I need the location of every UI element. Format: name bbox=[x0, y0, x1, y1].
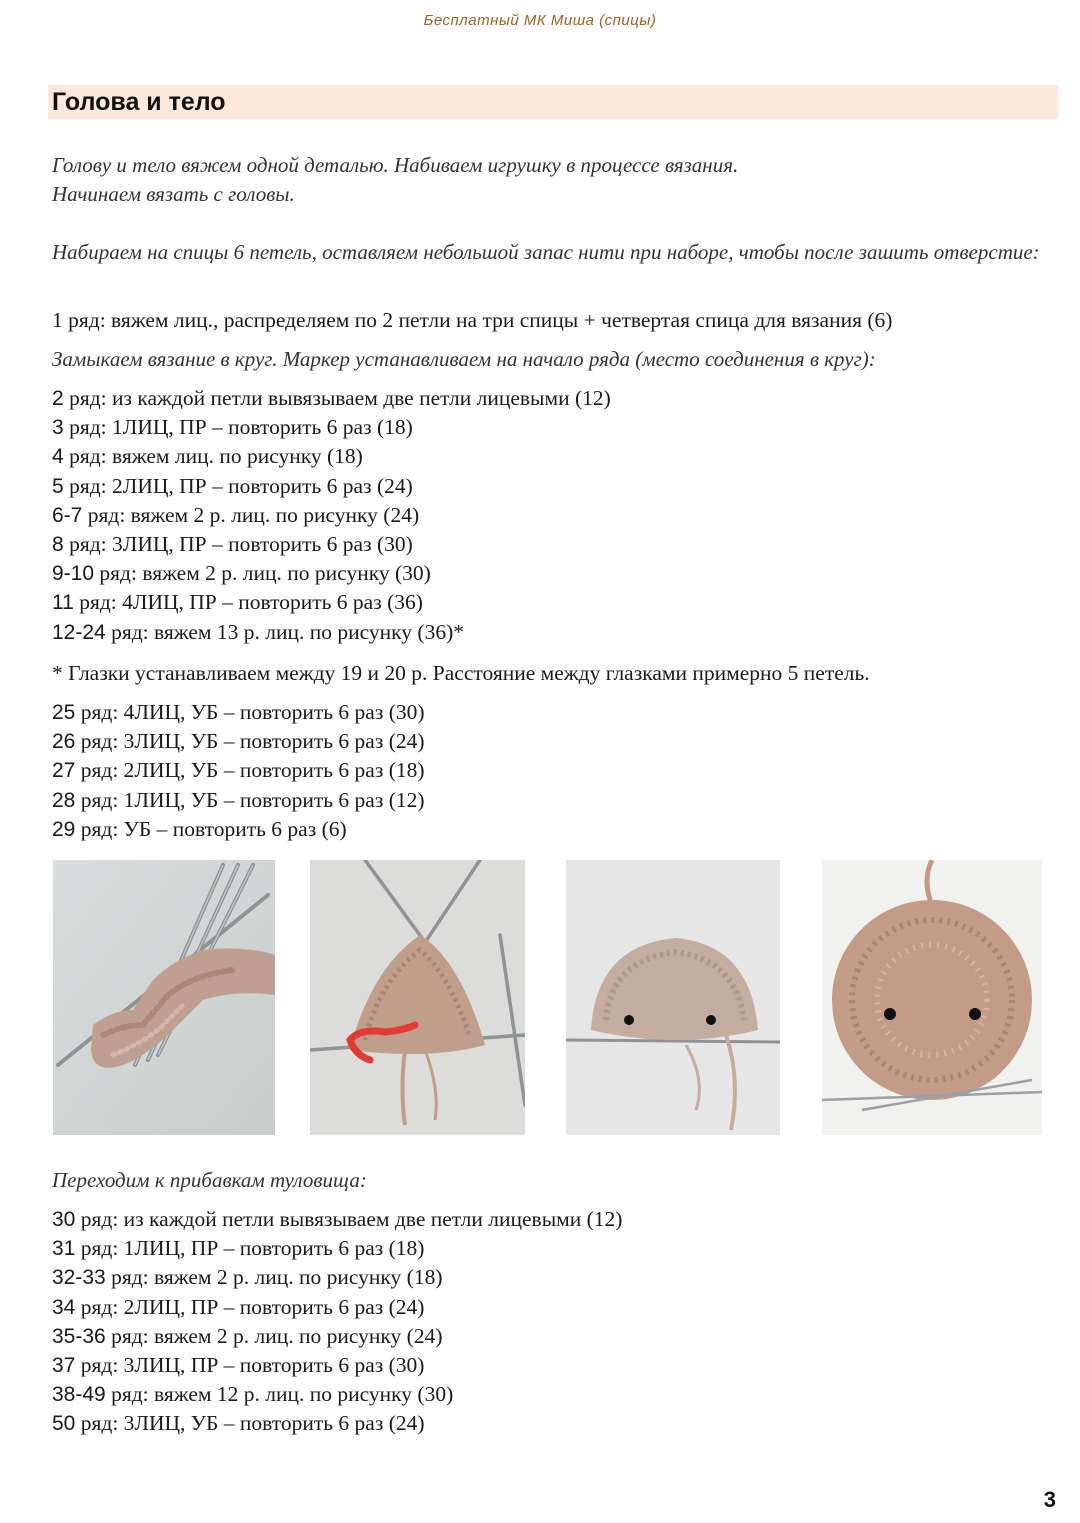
body-increase-title: Переходим к прибавкам туловища: bbox=[52, 1168, 367, 1192]
row-instruction: 11 ряд: 4ЛИЦ, ПР – повторить 6 раз (36) bbox=[52, 590, 423, 615]
intro-text bbox=[52, 151, 1054, 209]
photo-cast-on-needles bbox=[53, 860, 275, 1135]
row-instruction: 26 ряд: 3ЛИЦ, УБ – повторить 6 раз (24) bbox=[52, 729, 425, 754]
row-instruction: 4 ряд: вяжем лиц. по рисунку (18) bbox=[52, 444, 363, 469]
row-1-instruction: 1 ряд: вяжем лиц., распределяем по 2 петли на три спицы + четвертая спица для вязания (6) bbox=[52, 308, 893, 332]
cast-on-text: Набираем на спицы 6 петель, оставляем небольшой запас нити при наборе, чтобы после зашить отверстие: bbox=[52, 240, 1040, 264]
row-instruction: 9-10 ряд: вяжем 2 р. лиц. по рисунку (30) bbox=[52, 561, 431, 586]
row-instruction: 6-7 ряд: вяжем 2 р. лиц. по рисунку (24) bbox=[52, 502, 420, 527]
row-instruction: 2 ряд: из каждой петли вывязываем две петли лицевыми (12) bbox=[52, 386, 611, 410]
photo-head-with-eyes bbox=[566, 860, 780, 1135]
row-instruction: 8 ряд: 3ЛИЦ, ПР – повторить 6 раз (30) bbox=[52, 531, 413, 556]
page-number: 3 bbox=[1043, 1487, 1056, 1512]
row-instruction: 3 ряд: 1ЛИЦ, ПР – повторить 6 раз (18) bbox=[52, 415, 413, 440]
row-instruction: 34 ряд: 2ЛИЦ, ПР – повторить 6 раз (24) bbox=[52, 1294, 425, 1319]
photo-knitted-cone-with-marker bbox=[310, 860, 525, 1135]
section-title: Голова и тело bbox=[48, 85, 1058, 119]
row-instruction: 27 ряд: 2ЛИЦ, УБ – повторить 6 раз (18) bbox=[52, 758, 425, 783]
row-instruction: 28 ряд: 1ЛИЦ, УБ – повторить 6 раз (12) bbox=[52, 787, 425, 812]
intro-line-1: Голову и тело вяжем одной деталью. Набиваем игрушку в процессе вязания. bbox=[52, 153, 739, 177]
head-rows-list bbox=[52, 384, 611, 647]
row-instruction: 50 ряд: 3ЛИЦ, УБ – повторить 6 раз (24) bbox=[52, 1411, 425, 1436]
row-instruction: 35-36 ряд: вяжем 2 р. лиц. по рисунку (24) bbox=[52, 1323, 443, 1348]
close-round-text: Замыкаем вязание в круг. Маркер устанавливаем на начало ряда (место соединения в круг): bbox=[52, 347, 876, 371]
row-instruction: 37 ряд: 3ЛИЦ, ПР – повторить 6 раз (30) bbox=[52, 1352, 425, 1377]
body-rows-list bbox=[52, 1205, 622, 1439]
photo-head-closed bbox=[822, 860, 1042, 1135]
decrease-rows-list bbox=[52, 698, 425, 844]
row-instruction: 38-49 ряд: вяжем 12 р. лиц. по рисунку (30) bbox=[52, 1382, 454, 1407]
intro-line-2: Начинаем вязать с головы. bbox=[52, 182, 295, 206]
page-header: Бесплатный МК Миша (спицы) bbox=[423, 12, 657, 29]
row-instruction: 30 ряд: из каждой петли вывязываем две петли лицевыми (12) bbox=[52, 1207, 623, 1231]
row-instruction: 31 ряд: 1ЛИЦ, ПР – повторить 6 раз (18) bbox=[52, 1236, 425, 1261]
eyes-note: * Глазки устанавливаем между 19 и 20 р. Расстояние между глазками примерно 5 петель. bbox=[52, 661, 870, 685]
row-instruction: 25 ряд: 4ЛИЦ, УБ – повторить 6 раз (30) bbox=[52, 700, 425, 724]
row-instruction: 32-33 ряд: вяжем 2 р. лиц. по рисунку (18) bbox=[52, 1265, 443, 1290]
row-instruction: 12-24 ряд: вяжем 13 р. лиц. по рисунку (36)* bbox=[52, 619, 464, 644]
row-instruction: 5 ряд: 2ЛИЦ, ПР – повторить 6 раз (24) bbox=[52, 473, 413, 498]
row-instruction: 29 ряд: УБ – повторить 6 раз (6) bbox=[52, 816, 347, 841]
